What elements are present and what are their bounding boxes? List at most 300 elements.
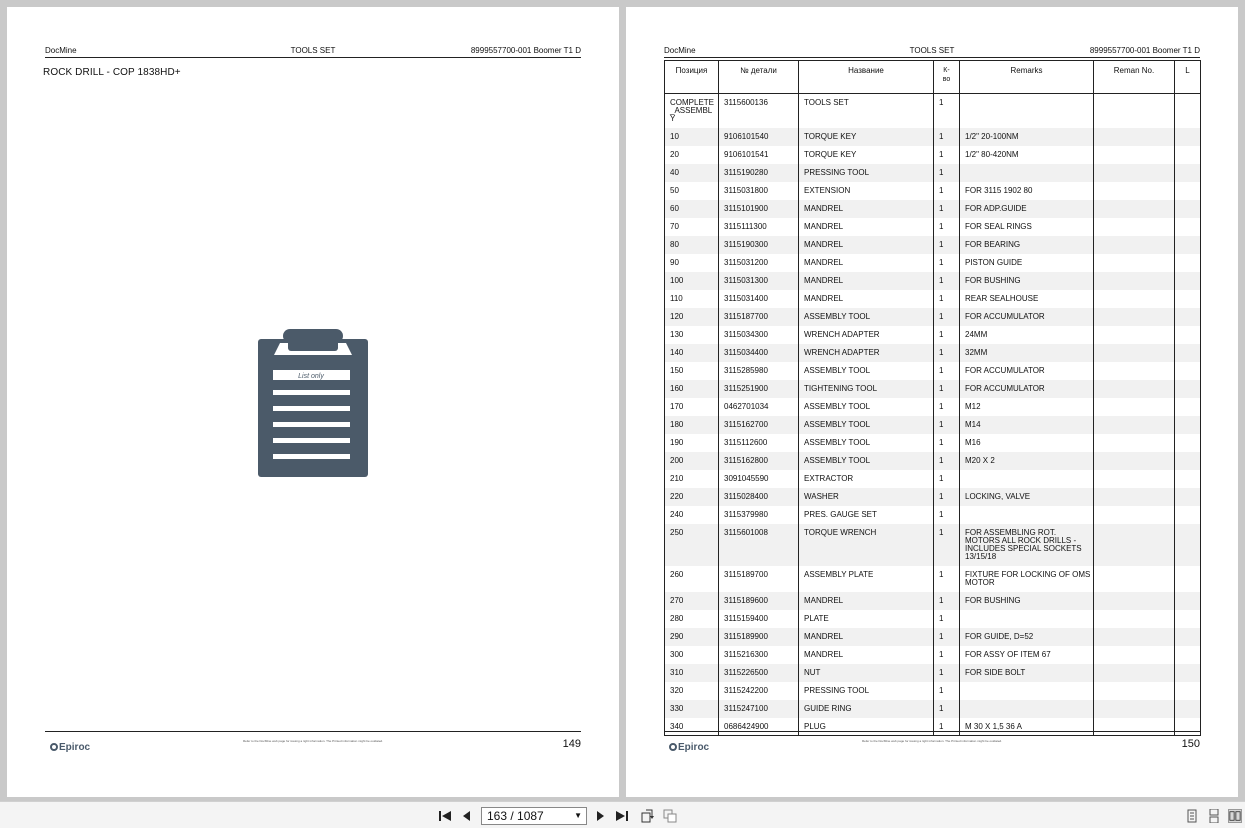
table-cell (960, 700, 1094, 718)
table-cell: 110 (665, 290, 719, 308)
table-cell: 1 (934, 524, 960, 566)
table-cell (1094, 416, 1175, 434)
table-cell: 1 (934, 488, 960, 506)
page-header (664, 46, 1200, 58)
table-cell: FOR ACCUMULATOR (960, 380, 1094, 398)
column-header: Позиция (665, 61, 719, 94)
table-cell: 1 (934, 700, 960, 718)
table-row (665, 470, 1201, 488)
table-row (665, 434, 1201, 452)
table-cell: ASSEMBLY TOOL (799, 362, 934, 380)
header-brand: DocMine (664, 46, 696, 55)
table-cell: 3115189600 (719, 592, 799, 610)
table-header-row (665, 61, 1201, 94)
table-cell: FOR ASSEMBLING ROT. MOTORS ALL ROCK DRILLS - INCLUDES SPECIAL SOCKETS 13/15/18 (960, 524, 1094, 566)
table-row (665, 700, 1201, 718)
table-cell (1094, 488, 1175, 506)
table-row (665, 452, 1201, 470)
table-row (665, 326, 1201, 344)
table-cell: 50 (665, 182, 719, 200)
table-cell: 0686424900 (719, 718, 799, 736)
table-cell (1175, 452, 1201, 470)
table-cell: 3115187700 (719, 308, 799, 326)
table-cell (1175, 326, 1201, 344)
table-cell (1094, 326, 1175, 344)
table-cell: MANDREL (799, 290, 934, 308)
table-cell (1175, 434, 1201, 452)
table-cell: MANDREL (799, 628, 934, 646)
table-cell (1094, 290, 1175, 308)
clipboard-list-icon (258, 329, 368, 477)
last-page-icon[interactable] (615, 809, 629, 823)
table-cell (1175, 398, 1201, 416)
table-cell (1175, 682, 1201, 700)
table-row (665, 290, 1201, 308)
table-cell: 1 (934, 326, 960, 344)
table-row (665, 566, 1201, 592)
table-cell (1175, 506, 1201, 524)
two-page-view-icon[interactable] (1228, 809, 1242, 823)
table-cell: FOR ACCUMULATOR (960, 308, 1094, 326)
table-cell: 1 (934, 718, 960, 736)
column-header: № детали (719, 61, 799, 94)
table-cell: NUT (799, 664, 934, 682)
column-header: Название (799, 61, 934, 94)
previous-page-icon[interactable] (460, 809, 474, 823)
table-cell (1175, 416, 1201, 434)
table-cell (1175, 254, 1201, 272)
table-cell: 1/2" 20-100NM (960, 128, 1094, 146)
table-cell (1175, 362, 1201, 380)
table-cell (1175, 664, 1201, 682)
table-cell (1175, 218, 1201, 236)
table-cell (960, 506, 1094, 524)
page-number-input[interactable]: 163 / 1087 ▼ (481, 807, 587, 825)
table-cell (1094, 164, 1175, 182)
table-cell: 3115159400 (719, 610, 799, 628)
page-footer (664, 731, 1200, 761)
table-cell: 1 (934, 682, 960, 700)
table-cell: 90 (665, 254, 719, 272)
table-cell: 3115112600 (719, 434, 799, 452)
page-header (45, 46, 581, 58)
table-cell: 3115242200 (719, 682, 799, 700)
table-cell: 1 (934, 254, 960, 272)
table-cell: 3115189700 (719, 566, 799, 592)
chevron-down-icon[interactable]: ▼ (574, 811, 582, 820)
table-cell: 3115226500 (719, 664, 799, 682)
table-cell: 160 (665, 380, 719, 398)
epiroc-mark-icon (669, 743, 677, 751)
table-cell (1094, 182, 1175, 200)
table-cell: 190 (665, 434, 719, 452)
table-cell: EXTENSION (799, 182, 934, 200)
table-cell: FOR SIDE BOLT (960, 664, 1094, 682)
page-number: 150 (1181, 738, 1200, 750)
table-cell (1094, 362, 1175, 380)
header-brand: DocMine (45, 46, 77, 55)
table-cell (1094, 94, 1175, 128)
first-page-icon[interactable] (438, 809, 452, 823)
table-cell (1094, 218, 1175, 236)
column-header: Remarks (960, 61, 1094, 94)
table-cell (960, 94, 1094, 128)
table-cell: 1 (934, 610, 960, 628)
table-row (665, 272, 1201, 290)
table-row (665, 200, 1201, 218)
table-cell: ASSEMBLY TOOL (799, 452, 934, 470)
table-cell: LOCKING, VALVE (960, 488, 1094, 506)
table-cell: M20 X 2 (960, 452, 1094, 470)
table-cell: 3115189900 (719, 628, 799, 646)
table-cell: 300 (665, 646, 719, 664)
table-cell: 130 (665, 326, 719, 344)
parts-table (664, 60, 1201, 736)
table-cell (960, 164, 1094, 182)
table-cell (1175, 488, 1201, 506)
table-cell: PLATE (799, 610, 934, 628)
column-header: L (1175, 61, 1201, 94)
table-cell: FOR BEARING (960, 236, 1094, 254)
footer-note: Refer to the DocMine web page for issuing a right information. The Printed information might be outdated. (861, 739, 1003, 743)
table-row (665, 398, 1201, 416)
table-cell: 1 (934, 506, 960, 524)
table-cell (1175, 146, 1201, 164)
table-cell (1175, 272, 1201, 290)
table-cell (1094, 146, 1175, 164)
table-cell: 180 (665, 416, 719, 434)
table-cell: 200 (665, 452, 719, 470)
next-page-icon[interactable] (593, 809, 607, 823)
table-cell: 3115190300 (719, 236, 799, 254)
table-cell: FOR ACCUMULATOR (960, 362, 1094, 380)
table-row (665, 380, 1201, 398)
table-cell: 340 (665, 718, 719, 736)
table-cell: 3115028400 (719, 488, 799, 506)
table-cell: M12 (960, 398, 1094, 416)
table-cell (1175, 182, 1201, 200)
table-cell: FOR SEAL RINGS (960, 218, 1094, 236)
rotate-page-icon[interactable] (640, 809, 654, 823)
table-cell: 140 (665, 344, 719, 362)
table-cell (1094, 664, 1175, 682)
table-cell: 3115031400 (719, 290, 799, 308)
table-cell: FOR GUIDE, D=52 (960, 628, 1094, 646)
table-cell: ASSEMBLY PLATE (799, 566, 934, 592)
table-cell: MANDREL (799, 592, 934, 610)
table-cell: 70 (665, 218, 719, 236)
table-cell: 1 (934, 146, 960, 164)
table-cell: 1 (934, 416, 960, 434)
table-cell (1175, 236, 1201, 254)
table-cell: 310 (665, 664, 719, 682)
footer-note: Refer to the DocMine web page for issuing a right information. The Printed information might be outdated. (242, 739, 384, 743)
table-cell (1094, 308, 1175, 326)
table-cell: 1 (934, 164, 960, 182)
table-cell (1094, 700, 1175, 718)
table-cell: 24MM (960, 326, 1094, 344)
table-cell: M 30 X 1,5 36 A (960, 718, 1094, 736)
table-cell: 3115031800 (719, 182, 799, 200)
table-cell: MANDREL (799, 254, 934, 272)
table-cell: MANDREL (799, 236, 934, 254)
table-row (665, 488, 1201, 506)
table-cell: 1 (934, 290, 960, 308)
table-cell: 1 (934, 566, 960, 592)
table-cell: 260 (665, 566, 719, 592)
table-cell: 20 (665, 146, 719, 164)
table-cell: 3115162800 (719, 452, 799, 470)
table-cell: 250 (665, 524, 719, 566)
table-cell: TORQUE WRENCH (799, 524, 934, 566)
table-row (665, 164, 1201, 182)
table-cell: WASHER (799, 488, 934, 506)
table-cell: PLUG (799, 718, 934, 736)
table-cell: 220 (665, 488, 719, 506)
table-cell: 1 (934, 398, 960, 416)
table-cell: M14 (960, 416, 1094, 434)
table-cell (1094, 128, 1175, 146)
table-cell: 3115601008 (719, 524, 799, 566)
table-cell: 60 (665, 200, 719, 218)
table-cell (1094, 646, 1175, 664)
table-cell: 1 (934, 452, 960, 470)
table-cell: FOR BUSHING (960, 592, 1094, 610)
table-cell: 1 (934, 94, 960, 128)
table-cell: TORQUE KEY (799, 146, 934, 164)
table-cell: 1/2" 80-420NM (960, 146, 1094, 164)
table-cell: MANDREL (799, 646, 934, 664)
table-cell: 270 (665, 592, 719, 610)
table-cell: 1 (934, 182, 960, 200)
table-row (665, 646, 1201, 664)
table-cell: 3091045590 (719, 470, 799, 488)
table-cell: 3115190280 (719, 164, 799, 182)
table-cell: REAR SEALHOUSE (960, 290, 1094, 308)
table-cell: 3115285980 (719, 362, 799, 380)
table-cell (1175, 200, 1201, 218)
table-cell: 1 (934, 434, 960, 452)
table-cell (1094, 272, 1175, 290)
table-cell: 80 (665, 236, 719, 254)
table-cell (1094, 452, 1175, 470)
header-doc-id: 8999557700-001 Boomer T1 D (470, 46, 581, 55)
table-cell: 320 (665, 682, 719, 700)
table-cell: 40 (665, 164, 719, 182)
table-cell: MANDREL (799, 200, 934, 218)
table-cell: 3115101900 (719, 200, 799, 218)
table-cell: 3115031300 (719, 272, 799, 290)
table-cell: M16 (960, 434, 1094, 452)
table-cell (1094, 566, 1175, 592)
table-cell: 100 (665, 272, 719, 290)
table-row (665, 628, 1201, 646)
table-cell: 3115600136 (719, 94, 799, 128)
table-cell (1175, 128, 1201, 146)
table-row (665, 128, 1201, 146)
table-row (665, 592, 1201, 610)
viewer-toolbar (0, 801, 1245, 828)
table-cell: 32MM (960, 344, 1094, 362)
table-cell: 3115034300 (719, 326, 799, 344)
table-cell (1175, 470, 1201, 488)
table-cell: 290 (665, 628, 719, 646)
table-row (665, 254, 1201, 272)
table-row (665, 236, 1201, 254)
table-cell: TIGHTENING TOOL (799, 380, 934, 398)
table-cell: FIXTURE FOR LOCKING OF OMS MOTOR (960, 566, 1094, 592)
table-cell: 150 (665, 362, 719, 380)
table-cell: 1 (934, 646, 960, 664)
table-cell: 3115216300 (719, 646, 799, 664)
table-row (665, 344, 1201, 362)
table-cell (1175, 164, 1201, 182)
table-cell (1094, 236, 1175, 254)
table-cell (1175, 344, 1201, 362)
table-row (665, 182, 1201, 200)
table-cell: 1 (934, 592, 960, 610)
table-cell: 240 (665, 506, 719, 524)
table-cell: PRESSING TOOL (799, 164, 934, 182)
table-cell (1094, 344, 1175, 362)
table-cell: FOR ASSY OF ITEM 67 (960, 646, 1094, 664)
page-subtitle: ROCK DRILL - COP 1838HD+ (43, 67, 181, 78)
table-cell (1175, 700, 1201, 718)
table-cell: ASSEMBLY TOOL (799, 434, 934, 452)
table-cell (1175, 524, 1201, 566)
single-page-view-icon[interactable] (1185, 809, 1199, 823)
table-row (665, 524, 1201, 566)
table-cell (960, 682, 1094, 700)
table-row (665, 146, 1201, 164)
table-cell (1175, 566, 1201, 592)
table-cell (1094, 254, 1175, 272)
document-page-right (626, 7, 1238, 797)
table-cell: 170 (665, 398, 719, 416)
table-cell: ASSEMBLY TOOL (799, 308, 934, 326)
table-cell: MANDREL (799, 218, 934, 236)
header-section: TOOLS SET (909, 46, 955, 55)
table-cell: 3115031200 (719, 254, 799, 272)
table-cell: 0462701034 (719, 398, 799, 416)
table-cell: 3115251900 (719, 380, 799, 398)
table-cell (1094, 470, 1175, 488)
placeholder-label: List only (298, 373, 324, 380)
table-cell: FOR ADP.GUIDE (960, 200, 1094, 218)
table-cell: 330 (665, 700, 719, 718)
table-row (665, 664, 1201, 682)
table-cell (1175, 610, 1201, 628)
table-row (665, 218, 1201, 236)
table-cell: WRENCH ADAPTER (799, 326, 934, 344)
table-cell (960, 610, 1094, 628)
epiroc-logo: Epiroc (669, 742, 709, 753)
table-cell (1175, 290, 1201, 308)
table-cell (1175, 628, 1201, 646)
table-cell (1094, 398, 1175, 416)
header-section: TOOLS SET (290, 46, 336, 55)
table-cell (1175, 646, 1201, 664)
table-cell: 1 (934, 344, 960, 362)
table-cell: 120 (665, 308, 719, 326)
continuous-view-icon[interactable] (1207, 809, 1221, 823)
column-header: Reman No. (1094, 61, 1175, 94)
table-cell: 1 (934, 218, 960, 236)
table-cell: 1 (934, 236, 960, 254)
table-row (665, 362, 1201, 380)
table-cell (1175, 592, 1201, 610)
table-cell: TORQUE KEY (799, 128, 934, 146)
table-row (665, 506, 1201, 524)
table-cell: 10 (665, 128, 719, 146)
table-cell: COMPLETE_ASSEMBLY (665, 94, 719, 128)
table-cell (1094, 434, 1175, 452)
table-cell (1094, 200, 1175, 218)
epiroc-logo: Epiroc (50, 742, 90, 753)
column-header: К-во (934, 61, 960, 94)
table-cell: 3115247100 (719, 700, 799, 718)
table-cell (1175, 94, 1201, 128)
table-cell: 1 (934, 272, 960, 290)
table-row (665, 416, 1201, 434)
table-cell (1094, 592, 1175, 610)
table-row (665, 682, 1201, 700)
table-cell (1094, 610, 1175, 628)
table-cell: TOOLS SET (799, 94, 934, 128)
table-cell: 3115379980 (719, 506, 799, 524)
table-row (665, 94, 1201, 128)
table-cell (1175, 380, 1201, 398)
table-cell: 9106101540 (719, 128, 799, 146)
table-cell: 9106101541 (719, 146, 799, 164)
table-cell: 3115111300 (719, 218, 799, 236)
table-row (665, 610, 1201, 628)
table-cell (1175, 308, 1201, 326)
table-cell (1094, 506, 1175, 524)
table-cell: 1 (934, 362, 960, 380)
table-cell: 1 (934, 664, 960, 682)
table-cell: 1 (934, 628, 960, 646)
epiroc-mark-icon (50, 743, 58, 751)
table-cell: 3115162700 (719, 416, 799, 434)
table-cell: 3115034400 (719, 344, 799, 362)
page-footer (45, 731, 581, 761)
table-cell: FOR BUSHING (960, 272, 1094, 290)
table-cell: 1 (934, 128, 960, 146)
table-cell: ASSEMBLY TOOL (799, 398, 934, 416)
table-cell: FOR 3115 1902 80 (960, 182, 1094, 200)
table-row (665, 308, 1201, 326)
table-cell (1094, 628, 1175, 646)
fit-page-icon[interactable] (663, 809, 677, 823)
table-cell: PRESSING TOOL (799, 682, 934, 700)
header-doc-id: 8999557700-001 Boomer T1 D (1089, 46, 1200, 55)
table-cell: 1 (934, 470, 960, 488)
table-cell: 1 (934, 200, 960, 218)
table-cell: 1 (934, 308, 960, 326)
table-cell: MANDREL (799, 272, 934, 290)
table-cell (1094, 682, 1175, 700)
table-cell: 210 (665, 470, 719, 488)
table-cell: EXTRACTOR (799, 470, 934, 488)
table-cell (1094, 524, 1175, 566)
table-cell: 1 (934, 380, 960, 398)
page-number: 149 (562, 738, 581, 750)
table-cell: WRENCH ADAPTER (799, 344, 934, 362)
table-cell: ASSEMBLY TOOL (799, 416, 934, 434)
table-cell: PISTON GUIDE (960, 254, 1094, 272)
document-page-left (7, 7, 619, 797)
